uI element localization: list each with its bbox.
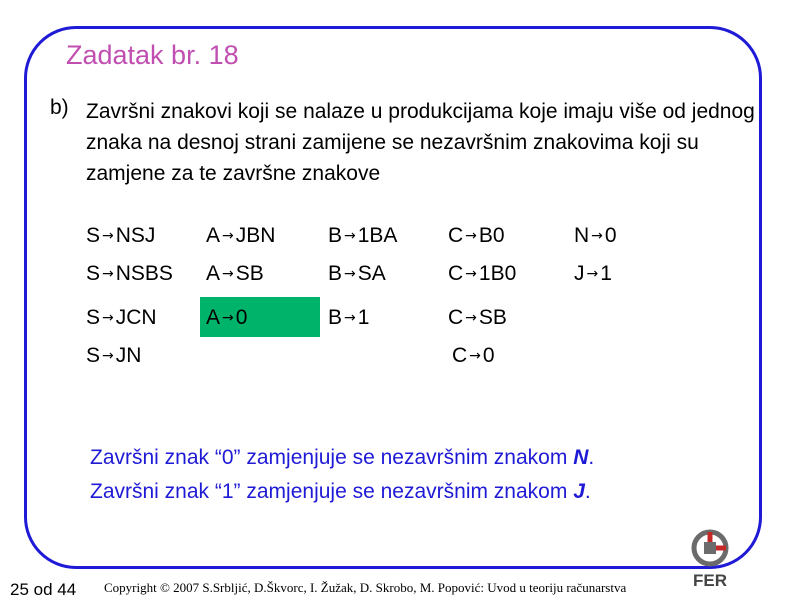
point-text: Završni znakovi koji se nalaze u produkcijama koje imaju više od jednog znaka na desnoj strani zamijene se nezavršnim znakovima koji su zamjene za te završne znakove xyxy=(86,100,755,185)
note-zero-replacement: Završni znak “0” zamjenjuje se nezavršnim znakom N. xyxy=(90,446,595,469)
production-s-jn: S →JN xyxy=(86,344,142,367)
slide-title: Zadatak br. 18 xyxy=(66,40,239,70)
point-label: b) xyxy=(50,96,69,119)
production-b-1: B →1 xyxy=(328,306,370,329)
production-a-0: A →0 xyxy=(206,306,248,329)
production-c-sb: C →SB xyxy=(448,306,507,329)
production-c-b0: C →B0 xyxy=(448,224,505,247)
production-s-jcn: S →JCN xyxy=(86,306,157,329)
production-b-sa: B →SA xyxy=(328,262,386,285)
page-number: 25 od 44 xyxy=(10,580,77,599)
production-s-nsbs: S →NSBS xyxy=(86,262,173,285)
fer-logo xyxy=(682,526,738,590)
production-b-1ba: B →1BA xyxy=(328,224,398,247)
production-j-1: J →1 xyxy=(574,262,612,285)
copyright-text: Copyright © 2007 S.Srbljić, D.Škvorc, I. Žužak, D. Skrobo, M. Popović: Uvod u teoriju računarstva xyxy=(104,580,627,595)
production-c-1b0: C →1B0 xyxy=(448,262,517,285)
production-a-sb: A →SB xyxy=(206,262,264,285)
production-c-0: C →0 xyxy=(452,344,495,367)
logo-text: FER xyxy=(693,571,727,590)
production-a-jbn: A →JBN xyxy=(206,224,276,247)
note-one-replacement: Završni znak “1” zamjenjuje se nezavršnim znakom J. xyxy=(90,480,591,503)
production-n-0: N →0 xyxy=(574,224,617,247)
production-s-nsj: S →NSJ xyxy=(86,224,156,247)
